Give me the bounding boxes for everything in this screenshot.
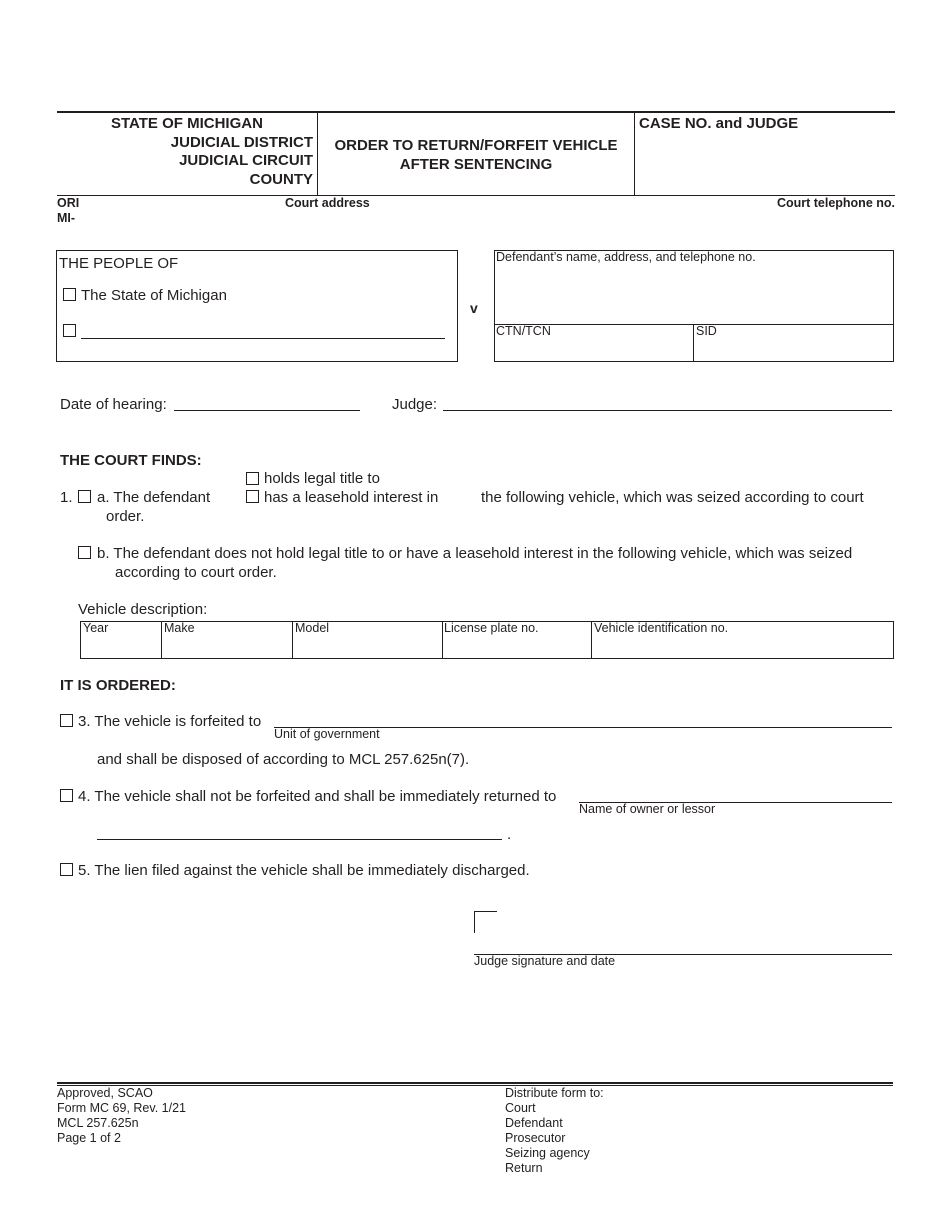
footer-approved: Approved, SCAO (57, 1086, 153, 1100)
item1b-line2: according to court order. (115, 564, 277, 581)
item1a-checkbox[interactable] (78, 490, 91, 503)
item4-label: 4. The vehicle shall not be forfeited and shall be immediately returned to (78, 788, 557, 805)
holds-title-label: holds legal title to (264, 470, 380, 487)
header-top-rule (57, 111, 895, 113)
vehicle-col-divider (442, 621, 443, 659)
court-telephone-label: Court telephone no. (776, 196, 895, 210)
owner-lessor-caption: Name of owner or lessor (579, 802, 716, 816)
form-title-line2: AFTER SENTENCING (399, 156, 553, 173)
item1a-tail: the following vehicle, which was seized according to court (481, 489, 864, 506)
court-finds-heading: THE COURT FINDS: (60, 452, 202, 469)
judge-label: Judge: (392, 396, 438, 413)
item4-period: . (507, 826, 512, 843)
item4-checkbox[interactable] (60, 789, 73, 802)
item3-continuation: and shall be disposed of according to MCL 257.625n(7). (97, 751, 470, 768)
date-of-hearing-field[interactable] (174, 410, 360, 411)
vehicle-col-divider (591, 621, 592, 659)
distribute-seizing-agency: Seizing agency (505, 1146, 590, 1160)
item1-number: 1. (60, 489, 73, 506)
people-of-label: THE PEOPLE OF (59, 255, 179, 272)
other-plaintiff-checkbox[interactable] (63, 324, 76, 337)
footer-rule (57, 1082, 893, 1084)
versus-label: v (470, 300, 478, 316)
vehicle-col-plate: License plate no. (444, 621, 539, 635)
vehicle-col-model: Model (295, 621, 330, 635)
signature-corner-mark (474, 911, 497, 912)
district-label: JUDICIAL DISTRICT (170, 134, 313, 151)
vehicle-col-year: Year (83, 621, 109, 635)
leasehold-label: has a leasehold interest in (264, 489, 439, 506)
header-divider-right (634, 112, 635, 196)
ordered-heading: IT IS ORDERED: (60, 677, 176, 694)
state-of-michigan-checkbox[interactable] (63, 288, 76, 301)
state-label: STATE OF MICHIGAN (111, 115, 263, 132)
item3-label: 3. The vehicle is forfeited to (78, 713, 262, 730)
vehicle-col-divider (161, 621, 162, 659)
item1a-label: a. The defendant (97, 489, 211, 506)
distribute-court: Court (505, 1101, 536, 1115)
header-divider-left (317, 112, 318, 196)
signature-corner-mark (474, 911, 475, 933)
unit-of-government-caption: Unit of government (274, 727, 380, 741)
holds-title-checkbox[interactable] (246, 472, 259, 485)
footer-page: Page 1 of 2 (57, 1131, 121, 1145)
judge-signature-caption: Judge signature and date (474, 954, 616, 968)
leasehold-checkbox[interactable] (246, 490, 259, 503)
footer-mcl: MCL 257.625n (57, 1116, 139, 1130)
item1b-line1: b. The defendant does not hold legal title to or have a leasehold interest in the following vehicle, which was seized (97, 545, 853, 562)
footer-form-number: Form MC 69, Rev. 1/21 (57, 1101, 186, 1115)
defendant-box (494, 250, 894, 362)
distribute-defendant: Defendant (505, 1116, 563, 1130)
item5-label: 5. The lien filed against the vehicle shall be immediately discharged. (78, 862, 530, 879)
circuit-label: JUDICIAL CIRCUIT (179, 152, 313, 169)
vehicle-description-label: Vehicle description: (78, 601, 208, 618)
defendant-box-divider (494, 324, 894, 325)
ctn-sid-divider (693, 324, 694, 362)
defendant-name-label: Defendant’s name, address, and telephone no. (496, 250, 756, 264)
header-bottom-rule (57, 195, 895, 196)
form-title-line1: ORDER TO RETURN/FORFEIT VEHICLE (334, 137, 618, 154)
distribute-prosecutor: Prosecutor (505, 1131, 566, 1145)
item5-checkbox[interactable] (60, 863, 73, 876)
owner-lessor-field-cont[interactable] (97, 839, 502, 840)
distribute-return: Return (505, 1161, 543, 1175)
item3-checkbox[interactable] (60, 714, 73, 727)
case-no-label: CASE NO. and JUDGE (639, 115, 799, 132)
state-of-michigan-label: The State of Michigan (81, 287, 227, 304)
footer-rule-thin (57, 1085, 893, 1086)
vehicle-col-divider (292, 621, 293, 659)
court-address-label: Court address (285, 196, 370, 210)
ctn-label: CTN/TCN (496, 324, 551, 338)
other-plaintiff-field[interactable] (81, 338, 445, 339)
date-of-hearing-label: Date of hearing: (60, 396, 167, 413)
item1a-continuation: order. (106, 508, 145, 525)
sid-label: SID (696, 324, 717, 338)
county-label: COUNTY (249, 171, 313, 188)
vehicle-col-make: Make (164, 621, 195, 635)
mi-label: MI- (57, 211, 76, 225)
ori-label: ORI (57, 196, 80, 210)
vehicle-col-vin: Vehicle identification no. (594, 621, 729, 635)
distribute-label: Distribute form to: (505, 1086, 604, 1100)
item1b-checkbox[interactable] (78, 546, 91, 559)
judge-field[interactable] (443, 410, 892, 411)
